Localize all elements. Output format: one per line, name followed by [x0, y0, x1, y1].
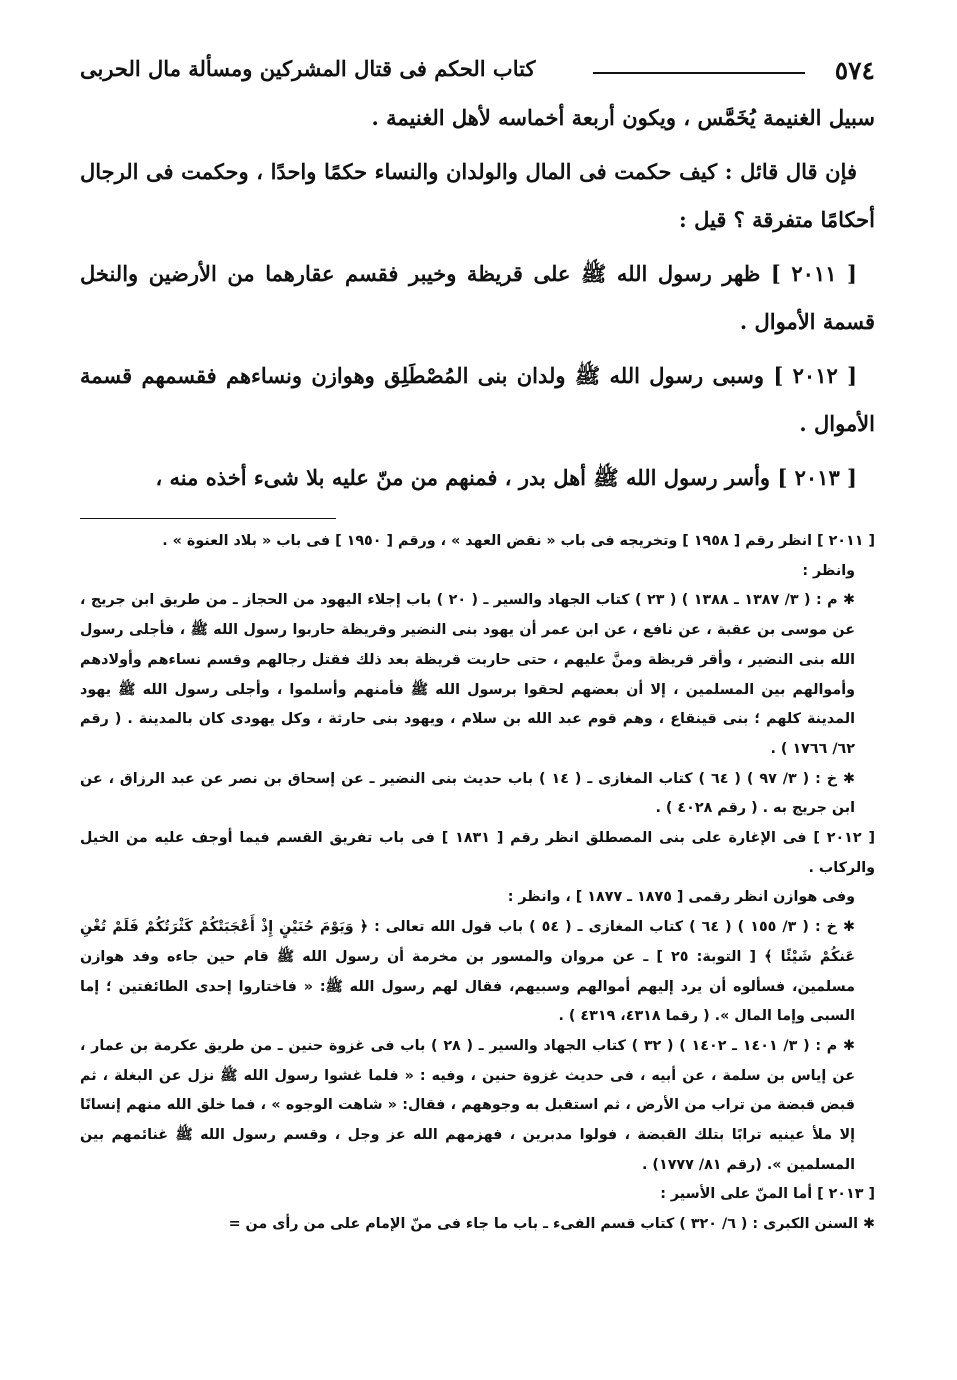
footnote-separator	[80, 518, 336, 519]
hadith-number: [ ٢٠١٢ ]	[773, 363, 858, 388]
paragraph	[80, 250, 875, 346]
footnote: ✱ م : ( ٣/ ١٤٠١ ـ ١٤٠٢ ) ( ٣٢ ) كتاب الجهاد والسير ـ ( ٢٨ ) باب فى غزوة حنين ـ من طريق عكرمة بن عمار ، عن إياس بن سلمة ، عن أبيه ، فى حديث غزوة حنين ، وفيه : « فلما غشوا رسول الله ﷺ نزل عن البغلة ، ثم قبض قبضة من تراب من الأرض ، ثم استقبل به وجوههم ، فقال: « شاهت الوجوه » ، فما خلق الله منهم إنسانًا إلا ملأ عينيه ترابًا بتلك القبضة ، فولوا مدبرين ، فهزمهم الله عز وجل ، وقسم رسول الله ﷺ غنائمهم بين المسلمين ». (رقم ٨١/ ١٧٧٧) .	[80, 1037, 855, 1173]
hadith-text: ظهر رسول الله ﷺ على قريظة وخيبر فقسم عقارهما من الأرضين والنخل قسمة الأموال .	[80, 261, 875, 334]
paragraph	[80, 352, 875, 448]
running-title: كتاب الحكم فى قتال المشركين ومسألة مال الحربى	[80, 56, 536, 81]
footnote: ✱ م : ( ٣/ ١٣٨٧ ـ ١٣٨٨ ) ( ٢٣ ) كتاب الجهاد والسير ـ ( ٢٠ ) باب إجلاء اليهود من الحجاز ـ من طريق ابن جريج ، عن موسى بن عقبة ، عن نافع ، عن ابن عمر أن يهود بنى النضير وقريظة حاربوا رسول الله ﷺ ، فأجلى رسول الله بنى النضير ، وأقر قريظة ومنَّ عليهم ، حتى حاربت قريظة بعد ذلك فقتل رجالهم وقسم نساءهم وأولادهم وأموالهم بين المسلمين ، إلا أن بعضهم لحقوا برسول الله ﷺ فأمنهم وأسلموا ، وأجلى رسول الله ﷺ يهود المدينة كلهم ؛ بنى قينقاع ، وهم قوم عبد الله بن سلام ، ويهود بنى حارثة ، وكل يهودى كان بالمدينة . ( رقم ٦٢/ ١٧٦٦ ) .	[80, 592, 855, 757]
footnote: ✱ خ : ( ٣/ ٩٧ ) ( ٦٤ ) كتاب المغازى ـ ( ١٤ ) باب حديث بنى النضير ـ عن إسحاق بن نصر عن عبد الرزاق ، عن ابن جريج به . ( رقم ٤٠٢٨ ) .	[80, 770, 855, 817]
hadith-text: وأسر رسول الله ﷺ أهل بدر ، فمنهم من منّ عليه بلا شىء أخذه منه ،	[155, 465, 771, 490]
footnote: ✱ السنن الكبرى : ( ٦/ ٣٢٠ ) كتاب قسم الفىء ـ باب ما جاء فى منّ الإمام على من رأى من =	[228, 1216, 875, 1233]
footnote: ✱ خ : ( ٣/ ١٥٥ ) ( ٦٤ ) كتاب المغازى ـ ( ٥٤ ) باب قول الله تعالى : ﴿ وَيَوْمَ حُنَيْنٍ إِذْ أَعْجَبَتْكُمْ كَثْرَتُكُمْ فَلَمْ تُغْنِ عَنكُمْ شَيْئًا ﴾ [ التوبة: ٢٥ ] ـ عن مروان والمسور بن مخرمة أن رسول الله ﷺ قام حين جاءه وفد هوازن مسلمين، فسألوه أن يرد إليهم أموالهم وسبيهم، فقال لهم رسول الله ﷺ: « فاختاروا إحدى الطائفتين ؛ إما السبى وإما المال ». ( رقما ٤٣١٨، ٤٣١٩ ) .	[80, 919, 856, 1025]
document-page	[80, 50, 875, 1350]
main-text	[80, 94, 875, 502]
paragraph: فإن قال قائل : كيف حكمت فى المال والولدان والنساء حكمًا واحدًا ، وحكمت فى الرجال أحكامًا متفرقة ؟ قيل :	[80, 159, 875, 232]
footnote: وفى هوازن انظر رقمى [ ١٨٧٥ ـ ١٨٧٧ ] ، وانظر :	[507, 889, 855, 906]
page-header	[80, 50, 875, 94]
hadith-text: وسبى رسول الله ﷺ ولدان بنى المُصْطَلِق وهوازن ونساءهم فقسمهم قسمة الأموال .	[80, 363, 875, 436]
footnotes	[80, 527, 875, 1240]
paragraph	[80, 454, 875, 502]
footnote: [ ٢٠١٣ ] أما المنّ على الأسير :	[660, 1186, 875, 1203]
page-number: ٥٧٤	[834, 56, 875, 85]
hadith-number: [ ٢٠١٣ ]	[777, 465, 857, 490]
hadith-number: [ ٢٠١١ ]	[770, 261, 857, 286]
paragraph: سبيل الغنيمة يُخَمَّس ، ويكون أربعة أخماسه لأهل الغنيمة .	[371, 105, 875, 130]
footnote: [ ٢٠١١ ] انظر رقم [ ١٩٥٨ ] وتخريجه فى باب « نقض العهد » ، ورقم [ ١٩٥٠ ] فى باب « بلاد العنوة » .	[162, 533, 875, 549]
header-rule	[593, 72, 805, 74]
footnote: [ ٢٠١٢ ] فى الإغارة على بنى المصطلق انظر رقم [ ١٨٣١ ] فى باب تفريق القسم فيما أوجف عليه من الخيل والركاب .	[80, 830, 875, 876]
footnote: وانظر :	[802, 562, 855, 579]
